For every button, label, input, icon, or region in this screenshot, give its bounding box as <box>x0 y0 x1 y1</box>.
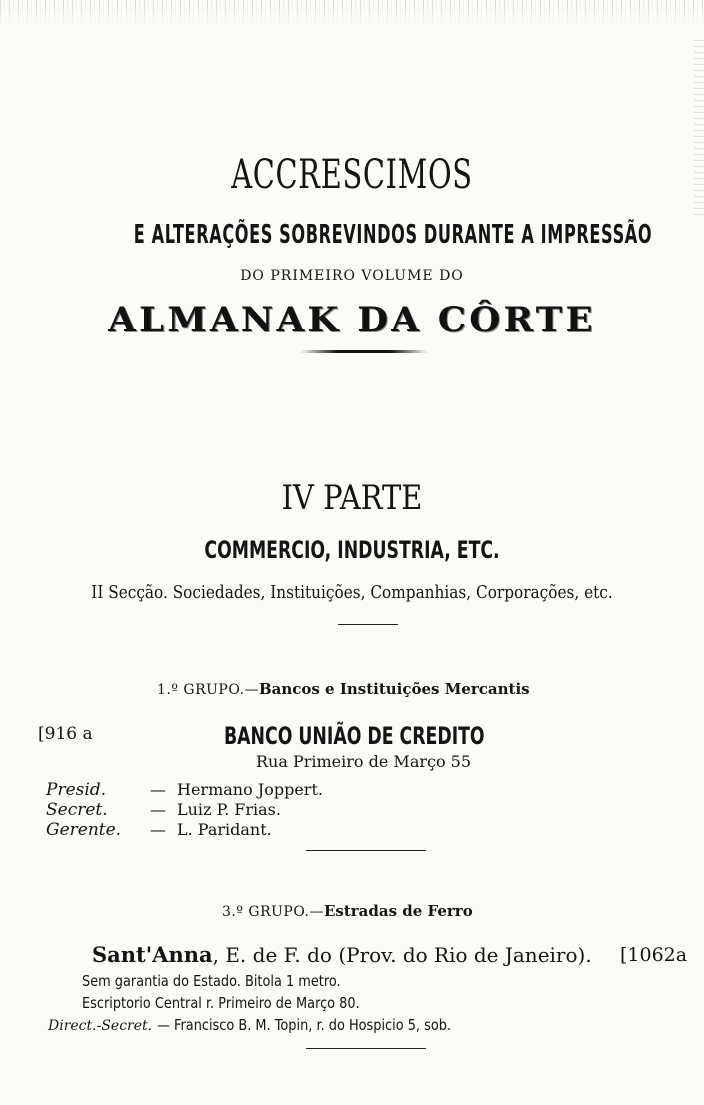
officer-name: Hermano Joppert. <box>177 780 323 799</box>
officer-role: Secret. <box>46 800 108 820</box>
railway-entry <box>92 942 592 967</box>
almanak-title: ALMANAK DA CÔRTE <box>108 300 596 340</box>
section-heading: II Secção. Sociedades, Instituições, Companhias, Corporações, etc. <box>91 582 613 603</box>
group-heading-3 <box>222 902 473 920</box>
scan-noise-top <box>0 0 704 40</box>
railway-office: Escriptorio Central r. Primeiro de Março 80. <box>82 994 360 1012</box>
page-title: ACCRESCIMOS <box>231 152 473 198</box>
group-heading-1 <box>157 680 530 698</box>
officer-name: L. Paridant. <box>177 820 272 839</box>
page-reference: [1062a <box>620 944 688 966</box>
railway-director <box>48 1016 499 1034</box>
director-role: Direct.-Secret. <box>48 1018 153 1034</box>
railway-note: Sem garantia do Estado. Bitola 1 metro. <box>82 972 341 990</box>
group-name: Bancos e Instituições Mercantis <box>258 680 530 698</box>
divider-short <box>338 624 398 625</box>
page-subtitle: E ALTERAÇÕES SOBREVINDOS DURANTE A IMPRESSÃO <box>133 220 653 250</box>
group-label: 1.º GRUPO.— <box>157 682 259 698</box>
divider <box>306 850 426 851</box>
director-text: — Francisco B. M. Topin, r. do Hospicio 5, sob. <box>156 1016 451 1034</box>
group-name: Estradas de Ferro <box>323 902 473 920</box>
divider-bottom <box>306 1048 426 1049</box>
bank-name: BANCO UNIÃO DE CREDITO <box>224 722 485 750</box>
subtitle-small: DO PRIMEIRO VOLUME DO <box>240 268 464 284</box>
officer-dash: — <box>150 820 166 839</box>
officer-dash: — <box>150 800 166 819</box>
company-description: , E. de F. do (Prov. do Rio de Janeiro). <box>212 943 592 967</box>
officer-role: Gerente. <box>46 820 122 840</box>
group-label: 3.º GRUPO.— <box>222 904 324 920</box>
officer-role: Presid. <box>46 780 107 800</box>
officer-name: Luiz P. Frias. <box>177 800 281 819</box>
divider-ornament <box>300 350 428 353</box>
company-name: Sant'Anna <box>92 942 213 967</box>
page-reference: [916 a <box>38 724 93 744</box>
part-subtitle: COMMERCIO, INDUSTRIA, ETC. <box>204 536 500 564</box>
scan-noise-edge <box>694 40 704 220</box>
bank-address: Rua Primeiro de Março 55 <box>256 752 472 771</box>
officer-dash: — <box>150 780 166 799</box>
part-title: IV PARTE <box>281 478 423 518</box>
